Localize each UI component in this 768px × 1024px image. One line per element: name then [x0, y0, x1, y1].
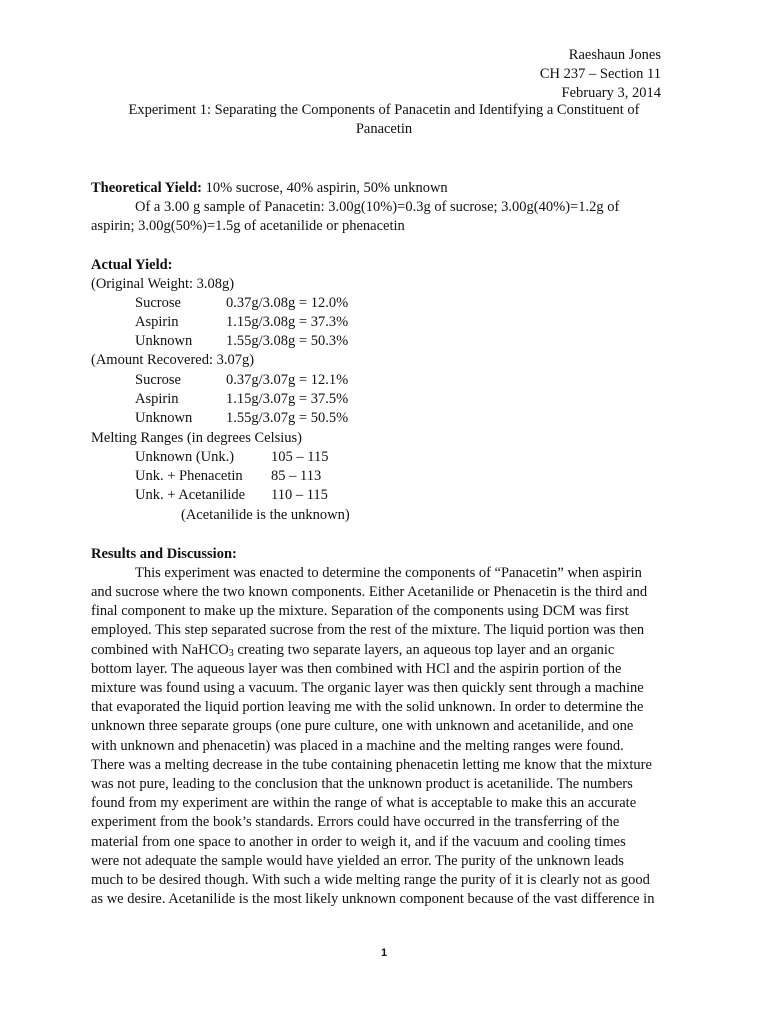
- results-line: material from one space to another in order to weigh it, and if the vacuum and cooling times: [91, 834, 626, 850]
- sample-name: Unk. + Acetanilide: [135, 487, 246, 503]
- title-line-2: Panacetin: [355, 121, 413, 137]
- results-line: were not adequate the sample would have yielded an error. The purity of the unknown leads: [91, 853, 624, 869]
- sample-name: Unknown (Unk.): [135, 449, 235, 465]
- component-calc: 0.37g/3.08g = 12.0%: [226, 295, 349, 311]
- results-line: experiment from the book’s standards. Errors could have occurred in the transferring of the: [91, 814, 620, 830]
- results-line: much to be desired though. With such a wide melting range the purity of it is clearly not as good: [91, 872, 650, 888]
- author-name: Raeshaun Jones: [568, 47, 661, 63]
- melting-range: 110 – 115: [271, 487, 328, 503]
- results-line: There was a melting decrease in the tube containing phenacetin letting me know that the mixture: [91, 757, 652, 773]
- results-line: bottom layer. The aqueous layer was then combined with HCl and the aspirin portion of the: [91, 661, 622, 677]
- component-name: Sucrose: [135, 372, 181, 388]
- component-name: Aspirin: [135, 391, 179, 407]
- title-line-1: Experiment 1: Separating the Components of Panacetin and Identifying a Constituent of: [128, 102, 640, 118]
- results-line: final component to make up the mixture. Separation of the components using DCM was first: [91, 603, 629, 619]
- results-line: as we desire. Acetanilide is the most likely unknown component because of the vast difference in: [91, 891, 655, 907]
- recovered-row-sucrose: [135, 371, 349, 390]
- component-name: Unknown: [135, 333, 193, 349]
- melting-range: 105 – 115: [271, 449, 329, 465]
- component-calc: 1.15g/3.08g = 37.3%: [226, 314, 349, 330]
- theoretical-line-2: Of a 3.00 g sample of Panacetin: 3.00g(10%)=0.3g of sucrose; 3.00g(40%)=1.2g of: [135, 199, 620, 215]
- original-weight: (Original Weight: 3.08g): [91, 276, 235, 292]
- sample-name: Unk. + Phenacetin: [135, 468, 243, 484]
- recovered-row-aspirin: [135, 390, 349, 409]
- nahco3-rest: creating two separate layers, an aqueous top layer and an organic: [233, 642, 615, 658]
- results-line: unknown three separate groups (one pure culture, one with unknown and acetanilide, and one: [91, 718, 634, 734]
- melting-row-phenacetin: [135, 467, 322, 486]
- theoretical-yield-label: Theoretical Yield:: [91, 180, 203, 196]
- melting-row-acetanilide: [135, 486, 328, 505]
- theoretical-yield-value: 10% sucrose, 40% aspirin, 50% unknown: [202, 180, 448, 196]
- results-label: Results and Discussion:: [91, 546, 237, 562]
- component-calc: 0.37g/3.07g = 12.1%: [226, 372, 349, 388]
- results-line: was not pure, leading to the conclusion that the unknown product is acetanilide. The numbers: [91, 776, 633, 792]
- melting-row-unknown: [135, 448, 329, 467]
- recovered-row-unknown: [135, 409, 349, 428]
- results-line: mixture was found using a vacuum. The organic layer was then quickly sent through a machine: [91, 680, 644, 696]
- results-line: employed. This step separated sucrose from the rest of the mixture. The liquid portion was then: [91, 622, 645, 638]
- theoretical-line-3: aspirin; 3.00g(50%)=1.5g of acetanilide or phenacetin: [91, 218, 405, 234]
- component-calc: 1.15g/3.07g = 37.5%: [226, 391, 349, 407]
- results-line: with unknown and phenacetin) was placed in a machine and the melting ranges were found.: [91, 738, 624, 754]
- component-calc: 1.55g/3.08g = 50.3%: [226, 333, 349, 349]
- results-line: This experiment was enacted to determine the components of “Panacetin” when aspirin: [135, 565, 642, 581]
- results-line: found from my experiment are within the range of what is acceptable to make this an accurate: [91, 795, 637, 811]
- melting-note: (Acetanilide is the unknown): [181, 507, 350, 523]
- component-name: Aspirin: [135, 314, 179, 330]
- results-line: and sucrose where the two known components. Either Acetanilide or Phenacetin is the third and: [91, 584, 648, 600]
- original-row-aspirin: [135, 313, 349, 332]
- component-name: Unknown: [135, 410, 193, 426]
- component-name: Sucrose: [135, 295, 181, 311]
- original-row-sucrose: [135, 294, 349, 313]
- original-row-unknown: [135, 332, 349, 351]
- page-number: 1: [380, 947, 388, 959]
- melting-ranges-label: Melting Ranges (in degrees Celsius): [91, 430, 303, 446]
- course-section: CH 237 – Section 11: [539, 66, 661, 82]
- results-line: that evaporated the liquid portion leaving me with the solid unknown. In order to determine the: [91, 699, 644, 715]
- melting-range: 85 – 113: [271, 468, 322, 484]
- report-date: February 3, 2014: [561, 85, 661, 101]
- actual-yield-label: Actual Yield:: [91, 257, 173, 273]
- amount-recovered: (Amount Recovered: 3.07g): [91, 352, 255, 368]
- nahco3-text: combined with NaHCO: [91, 642, 229, 658]
- component-calc: 1.55g/3.07g = 50.5%: [226, 410, 349, 426]
- nahco3-subscript: 3: [228, 648, 234, 659]
- theoretical-yield-line: [91, 179, 448, 198]
